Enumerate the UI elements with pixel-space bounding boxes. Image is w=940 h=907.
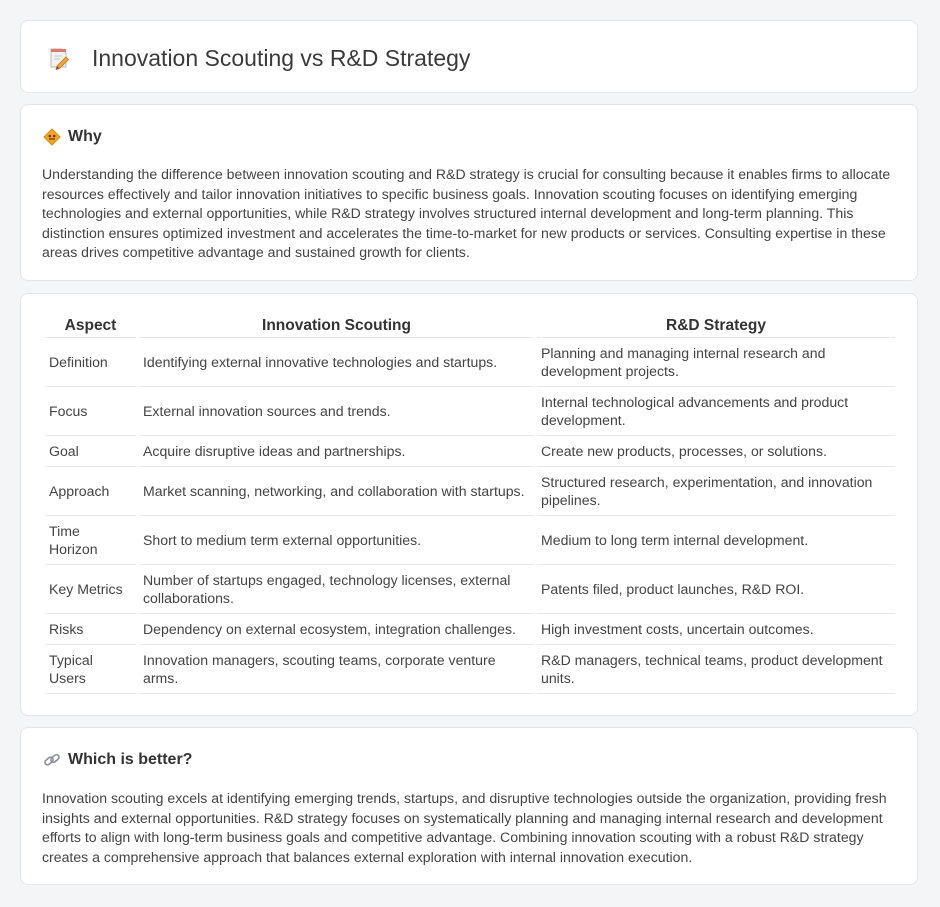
why-section — [20, 104, 918, 281]
better-text: Innovation scouting excels at identifying emerging trends, startups, and disruptive technologies outside the organization, providing fresh insights and external opportunities. R&D strategy focuses on systematically planning and managing internal research and development efforts to align with long-term business goals and competitive advantage. Combining innovation scouting with a robust R&D strategy creates a comprehensive approach that balances external exploration with internal innovation execution. — [42, 790, 887, 865]
better-heading: Which is better? — [68, 751, 193, 768]
why-heading: Why — [68, 128, 102, 145]
table-row — [45, 338, 895, 387]
scouting-cell: Number of startups engaged, technology licenses, external collaborations. — [139, 565, 534, 614]
why-heading-row — [43, 127, 102, 147]
table-header-row — [45, 314, 895, 338]
rd-cell: High investment costs, uncertain outcomes. — [537, 614, 895, 645]
title-card — [20, 20, 918, 93]
table-row — [45, 387, 895, 436]
link-icon — [43, 751, 61, 769]
rd-cell: Planning and managing internal research and development projects. — [537, 338, 895, 387]
aspect-cell: Key Metrics — [45, 565, 136, 614]
table-row — [45, 467, 895, 516]
scouting-cell: Acquire disruptive ideas and partnerships. — [139, 436, 534, 467]
table-row — [45, 645, 895, 694]
table-row — [45, 565, 895, 614]
rd-cell: Create new products, processes, or solutions. — [537, 436, 895, 467]
better-heading-row — [43, 750, 192, 770]
aspect-cell: Approach — [45, 467, 136, 516]
comparison-table — [42, 314, 898, 694]
page-title: Innovation Scouting vs R&D Strategy — [92, 45, 471, 71]
why-text: Understanding the difference between innovation scouting and R&D strategy is crucial for consulting because it enables firms to allocate resources effectively and tailor innovation initiatives to specific business goals. Innovation scouting focuses on identifying emerging technologies and external opportunities, while R&D strategy involves structured internal development and long-term planning. This distinction ensures optimized investment and accelerates the time-to-market for new products or services. Consulting expertise in these areas drives competitive advantage and sustained growth for clients. — [42, 166, 891, 261]
header-aspect: Aspect — [45, 314, 136, 338]
scouting-cell: Dependency on external ecosystem, integration challenges. — [139, 614, 534, 645]
header-innovation-scouting: Innovation Scouting — [139, 314, 534, 338]
scouting-cell: Short to medium term external opportunities. — [139, 516, 534, 565]
scouting-cell: Innovation managers, scouting teams, corporate venture arms. — [139, 645, 534, 694]
table-row — [45, 436, 895, 467]
aspect-cell: Time Horizon — [45, 516, 136, 565]
scouting-cell: Market scanning, networking, and collaboration with startups. — [139, 467, 534, 516]
notepad-pencil-icon — [47, 46, 71, 70]
scouting-cell: External innovation sources and trends. — [139, 387, 534, 436]
comparison-table-card — [20, 293, 918, 716]
aspect-cell: Focus — [45, 387, 136, 436]
aspect-cell: Typical Users — [45, 645, 136, 694]
diamond-sign-icon — [43, 128, 61, 146]
table-row — [45, 614, 895, 645]
rd-cell: Structured research, experimentation, and innovation pipelines. — [537, 467, 895, 516]
scouting-cell: Identifying external innovative technologies and startups. — [139, 338, 534, 387]
which-is-better-section — [20, 727, 918, 885]
rd-cell: Internal technological advancements and product development. — [537, 387, 895, 436]
aspect-cell: Goal — [45, 436, 136, 467]
rd-cell: Patents filed, product launches, R&D ROI. — [537, 565, 895, 614]
table-row — [45, 516, 895, 565]
rd-cell: R&D managers, technical teams, product development units. — [537, 645, 895, 694]
aspect-cell: Risks — [45, 614, 136, 645]
aspect-cell: Definition — [45, 338, 136, 387]
header-rd-strategy: R&D Strategy — [537, 314, 895, 338]
rd-cell: Medium to long term internal development. — [537, 516, 895, 565]
